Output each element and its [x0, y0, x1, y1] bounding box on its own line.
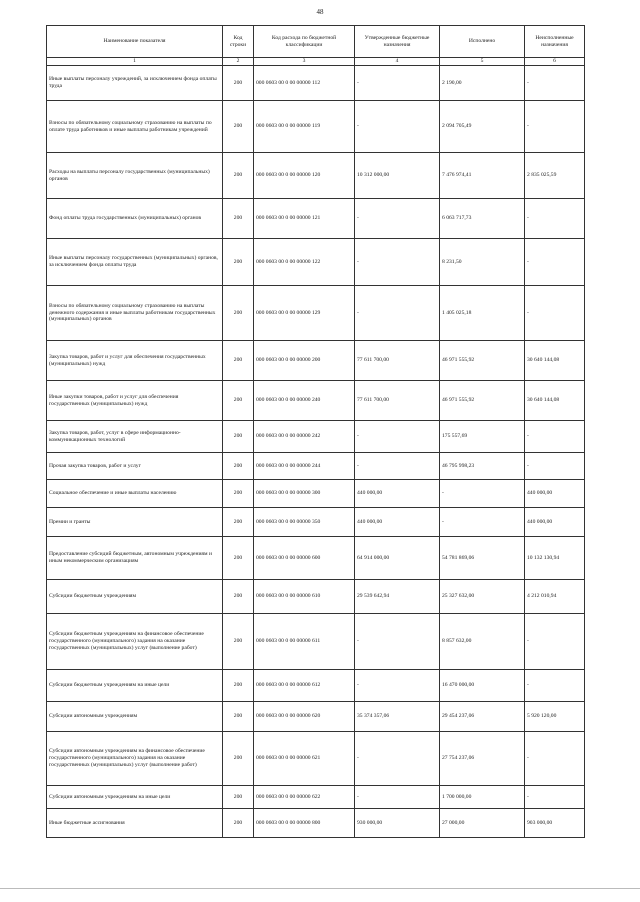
row-approved: - — [355, 239, 440, 286]
table-row — [47, 580, 585, 614]
row-executed: 1 405 025,18 — [440, 286, 525, 341]
row-name: Иные закупки товаров, работ и услуг для обеспечения государственных (муниципальных) нужд — [47, 381, 223, 421]
row-kbk: 000 0603 00 0 00 00000 611 — [254, 614, 355, 670]
row-executed: 175 557,69 — [440, 421, 525, 453]
column-number: 5 — [440, 58, 525, 66]
row-approved: - — [355, 66, 440, 101]
row-name: Социальное обеспечение и иные выплаты населению — [47, 480, 223, 508]
row-approved: 930 000,00 — [355, 809, 440, 838]
column-number-row — [47, 58, 585, 66]
table-row — [47, 537, 585, 580]
row-kbk: 000 0603 00 0 00 00000 622 — [254, 786, 355, 809]
row-code: 200 — [223, 239, 254, 286]
column-number: 3 — [254, 58, 355, 66]
row-unexecuted: - — [525, 101, 585, 153]
row-executed: 6 063 717,73 — [440, 199, 525, 239]
row-approved: - — [355, 421, 440, 453]
row-kbk: 000 0603 00 0 00 00000 300 — [254, 480, 355, 508]
row-approved: - — [355, 101, 440, 153]
table-row — [47, 66, 585, 101]
row-kbk: 000 0603 00 0 00 00000 119 — [254, 101, 355, 153]
row-executed: 46 971 555,92 — [440, 341, 525, 381]
row-unexecuted: - — [525, 286, 585, 341]
table-row — [47, 381, 585, 421]
row-kbk: 000 0603 00 0 00 00000 200 — [254, 341, 355, 381]
row-name: Иные бюджетные ассигнования — [47, 809, 223, 838]
row-code: 200 — [223, 702, 254, 732]
row-name: Субсидии автономным учреждениям — [47, 702, 223, 732]
row-approved: 440 000,00 — [355, 480, 440, 508]
row-code: 200 — [223, 421, 254, 453]
column-number: 2 — [223, 58, 254, 66]
table-row — [47, 786, 585, 809]
table-row — [47, 480, 585, 508]
row-executed: 46 795 998,23 — [440, 453, 525, 480]
row-code: 200 — [223, 453, 254, 480]
row-executed: 8 857 632,00 — [440, 614, 525, 670]
row-name: Закупка товаров, работ, услуг в сфере информационно-коммуникационных технологий — [47, 421, 223, 453]
row-unexecuted: - — [525, 199, 585, 239]
row-code: 200 — [223, 614, 254, 670]
header-approved: Утвержденные бюджетные назначения — [355, 26, 440, 58]
row-code: 200 — [223, 537, 254, 580]
row-kbk: 000 0603 00 0 00 00000 112 — [254, 66, 355, 101]
row-unexecuted: - — [525, 732, 585, 786]
row-kbk: 000 0603 00 0 00 00000 610 — [254, 580, 355, 614]
row-name: Фонд оплаты труда государственных (муниципальных) органов — [47, 199, 223, 239]
row-executed: 2 094 705,49 — [440, 101, 525, 153]
row-executed: 8 231,50 — [440, 239, 525, 286]
row-name: Предоставление субсидий бюджетным, автономным учреждениям и иным некоммерческим организациям — [47, 537, 223, 580]
row-name: Субсидии автономным учреждениям на иные цели — [47, 786, 223, 809]
row-code: 200 — [223, 732, 254, 786]
row-approved: - — [355, 286, 440, 341]
row-code: 200 — [223, 341, 254, 381]
column-number: 1 — [47, 58, 223, 66]
row-name: Взносы по обязательному социальному страхованию на выплаты денежного содержания и иные выплаты работникам государственных (муниципальных) органов — [47, 286, 223, 341]
row-unexecuted: - — [525, 786, 585, 809]
row-executed: 7 476 974,41 — [440, 153, 525, 199]
row-executed: 2 190,00 — [440, 66, 525, 101]
page-number: 48 — [316, 8, 324, 16]
row-unexecuted: 2 835 025,59 — [525, 153, 585, 199]
page-bottom-divider — [0, 888, 640, 889]
column-number: 6 — [525, 58, 585, 66]
row-unexecuted: 30 640 144,08 — [525, 341, 585, 381]
row-kbk: 000 0603 00 0 00 00000 121 — [254, 199, 355, 239]
row-approved: 77 611 700,00 — [355, 381, 440, 421]
row-executed: - — [440, 480, 525, 508]
budget-execution-table — [46, 25, 585, 838]
row-kbk: 000 0603 00 0 00 00000 242 — [254, 421, 355, 453]
row-approved: 10 312 000,00 — [355, 153, 440, 199]
row-kbk: 000 0603 00 0 00 00000 612 — [254, 670, 355, 702]
row-unexecuted: - — [525, 421, 585, 453]
row-name: Расходы на выплаты персоналу государственных (муниципальных) органов — [47, 153, 223, 199]
row-approved: - — [355, 199, 440, 239]
row-unexecuted: 30 640 144,08 — [525, 381, 585, 421]
row-approved: 440 000,00 — [355, 508, 440, 537]
row-approved: - — [355, 670, 440, 702]
table-row — [47, 614, 585, 670]
row-code: 200 — [223, 809, 254, 838]
table-row — [47, 702, 585, 732]
table-row — [47, 239, 585, 286]
row-name: Взносы по обязательному социальному страхованию на выплаты по оплате труда работников и иные выплаты работникам учреждений — [47, 101, 223, 153]
row-executed: 54 781 869,06 — [440, 537, 525, 580]
header-line-code: Код строки — [223, 26, 254, 58]
row-kbk: 000 0603 00 0 00 00000 120 — [254, 153, 355, 199]
row-code: 200 — [223, 786, 254, 809]
row-unexecuted: 440 000,00 — [525, 480, 585, 508]
row-name: Субсидии автономным учреждениям на финансовое обеспечение государственного (муниципального) задания на оказание государственных (муниципальных) услуг (выполнение работ) — [47, 732, 223, 786]
header-indicator-name: Наименование показателя — [47, 26, 223, 58]
row-kbk: 000 0603 00 0 00 00000 240 — [254, 381, 355, 421]
row-executed: 27 754 237,06 — [440, 732, 525, 786]
row-kbk: 000 0603 00 0 00 00000 129 — [254, 286, 355, 341]
table-row — [47, 809, 585, 838]
row-code: 200 — [223, 580, 254, 614]
table-row — [47, 341, 585, 381]
row-kbk: 000 0603 00 0 00 00000 600 — [254, 537, 355, 580]
row-executed: 46 971 555,92 — [440, 381, 525, 421]
row-unexecuted: 903 000,00 — [525, 809, 585, 838]
row-executed: - — [440, 508, 525, 537]
row-code: 200 — [223, 153, 254, 199]
row-unexecuted: 4 212 010,94 — [525, 580, 585, 614]
row-code: 200 — [223, 381, 254, 421]
row-code: 200 — [223, 101, 254, 153]
table-row — [47, 199, 585, 239]
row-kbk: 000 0603 00 0 00 00000 621 — [254, 732, 355, 786]
row-name: Субсидии бюджетным учреждениям — [47, 580, 223, 614]
row-code: 200 — [223, 480, 254, 508]
row-code: 200 — [223, 199, 254, 239]
row-approved: 77 611 700,00 — [355, 341, 440, 381]
row-code: 200 — [223, 670, 254, 702]
row-unexecuted: - — [525, 239, 585, 286]
row-unexecuted: - — [525, 670, 585, 702]
row-approved: 64 914 000,00 — [355, 537, 440, 580]
row-unexecuted: 440 000,00 — [525, 508, 585, 537]
row-name: Прочая закупка товаров, работ и услуг — [47, 453, 223, 480]
row-code: 200 — [223, 66, 254, 101]
row-name: Премии и гранты — [47, 508, 223, 537]
row-kbk: 000 0603 00 0 00 00000 244 — [254, 453, 355, 480]
row-code: 200 — [223, 508, 254, 537]
row-executed: 27 000,00 — [440, 809, 525, 838]
row-name: Закупка товаров, работ и услуг для обеспечения государственных (муниципальных) нужд — [47, 341, 223, 381]
row-executed: 29 454 237,06 — [440, 702, 525, 732]
header-executed: Исполнено — [440, 26, 525, 58]
column-number: 4 — [355, 58, 440, 66]
row-executed: 1 700 000,00 — [440, 786, 525, 809]
table-row — [47, 153, 585, 199]
table-row — [47, 421, 585, 453]
table-row — [47, 732, 585, 786]
row-approved: - — [355, 453, 440, 480]
row-kbk: 000 0603 00 0 00 00000 800 — [254, 809, 355, 838]
table-row — [47, 101, 585, 153]
row-code: 200 — [223, 286, 254, 341]
row-unexecuted: 10 132 130,94 — [525, 537, 585, 580]
row-approved: - — [355, 614, 440, 670]
header-expense-code: Код расхода по бюджетной классификации — [254, 26, 355, 58]
row-kbk: 000 0603 00 0 00 00000 122 — [254, 239, 355, 286]
row-executed: 25 327 632,00 — [440, 580, 525, 614]
row-executed: 16 470 000,00 — [440, 670, 525, 702]
table-row — [47, 453, 585, 480]
header-row — [47, 26, 585, 58]
row-unexecuted: - — [525, 66, 585, 101]
row-name: Иные выплаты персоналу государственных (муниципальных) органов, за исключением фонда оплаты труда — [47, 239, 223, 286]
row-approved: 35 374 357,06 — [355, 702, 440, 732]
table-row — [47, 286, 585, 341]
row-kbk: 000 0603 00 0 00 00000 350 — [254, 508, 355, 537]
row-approved: 29 539 642,94 — [355, 580, 440, 614]
header-unexecuted: Неисполненные назначения — [525, 26, 585, 58]
row-kbk: 000 0603 00 0 00 00000 620 — [254, 702, 355, 732]
table-row — [47, 670, 585, 702]
row-unexecuted: - — [525, 453, 585, 480]
row-unexecuted: 5 920 120,00 — [525, 702, 585, 732]
row-name: Субсидии бюджетным учреждениям на финансовое обеспечение государственного (муниципального) задания на оказание государственных (муниципальных) услуг (выполнение работ) — [47, 614, 223, 670]
row-unexecuted: - — [525, 614, 585, 670]
row-name: Субсидии бюджетным учреждениям на иные цели — [47, 670, 223, 702]
row-name: Иные выплаты персоналу учреждений, за исключением фонда оплаты труда — [47, 66, 223, 101]
table-row — [47, 508, 585, 537]
row-approved: - — [355, 786, 440, 809]
row-approved: - — [355, 732, 440, 786]
